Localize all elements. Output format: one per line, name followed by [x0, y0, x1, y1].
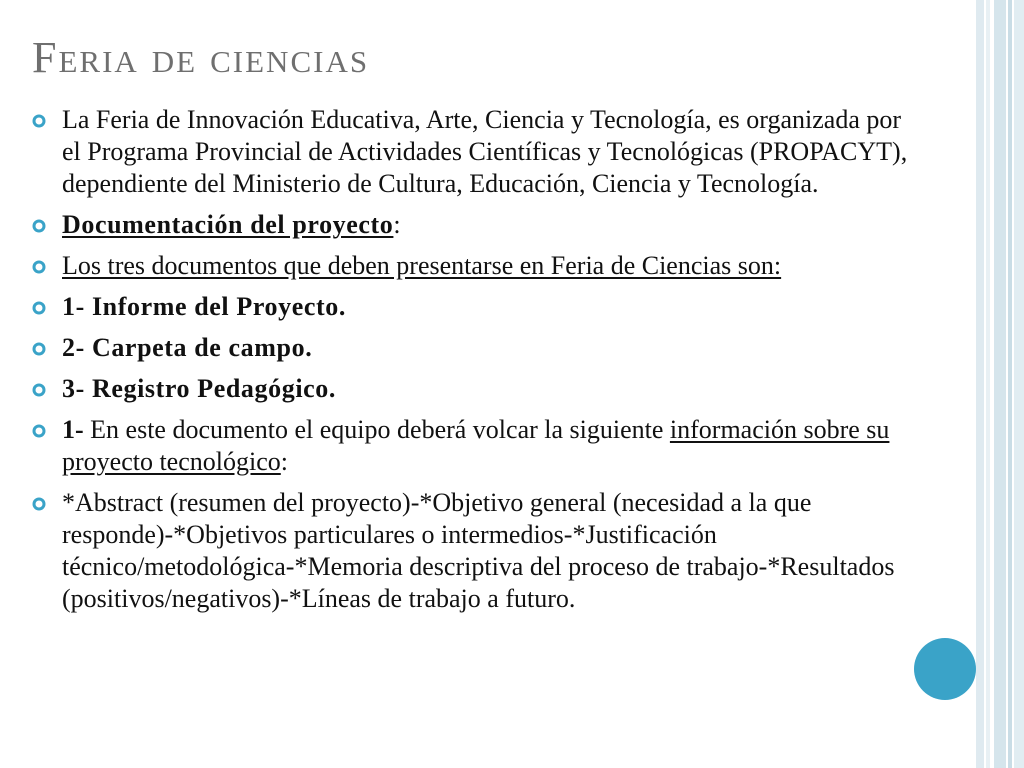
document-item: 2- Carpeta de campo.: [62, 333, 313, 362]
document-item: 3- Registro Pedagógico.: [62, 374, 336, 403]
ring-bullet-icon: [32, 424, 46, 438]
ring-bullet-icon: [32, 497, 46, 511]
ring-bullet-icon: [32, 219, 46, 233]
decorative-stripe: [976, 0, 984, 768]
list-item: [30, 104, 910, 200]
ring-bullet-icon: [32, 342, 46, 356]
list-item: [30, 250, 910, 282]
ring-bullet-icon: [32, 260, 46, 274]
decorative-stripe: [1008, 0, 1012, 768]
decorative-stripe: [994, 0, 1006, 768]
section-heading: Documentación del proyecto: [62, 210, 394, 239]
list-item: [30, 209, 910, 241]
paragraph-text: *Abstract (resumen del proyecto)-*Objetivo general (necesidad a la que responde)-*Objetivos particulares o intermedios-*Justificación técnico/metodológica-*Memoria descriptiva del proceso de trabajo-*Resultados (positivos/negativos)-*Líneas de trabajo a futuro.: [62, 488, 895, 613]
ring-bullet-icon: [32, 301, 46, 315]
underlined-phrase: información sobre su proyecto tecnológico: [62, 415, 890, 476]
slide-title: Feria de ciencias: [32, 33, 370, 82]
decorative-stripe: [1014, 0, 1024, 768]
phrase-suffix: :: [280, 447, 288, 476]
list-item: [30, 373, 910, 405]
list-item: [30, 332, 910, 364]
bullet-list: [30, 104, 910, 624]
paragraph-text: La Feria de Innovación Educativa, Arte, Ciencia y Tecnología, es organizada por el Programa Provincial de Actividades Científicas y Tecnológicas (PROPACYT), dependiente del Ministerio de Cultura, Educación, Ciencia y Tecnología.: [62, 105, 908, 198]
list-item: [30, 414, 910, 478]
decorative-stripe: [986, 0, 990, 768]
list-item: [30, 291, 910, 323]
ring-bullet-icon: [32, 114, 46, 128]
documents-intro: Los tres documentos que deben presentarse en Feria de Ciencias son:: [62, 251, 782, 280]
ring-bullet-icon: [32, 383, 46, 397]
paragraph-text: En este documento el equipo deberá volcar la siguiente: [83, 415, 670, 444]
item-number: 1-: [62, 415, 84, 444]
heading-suffix: :: [393, 210, 401, 239]
document-item: 1- Informe del Proyecto.: [62, 292, 346, 321]
list-item: [30, 487, 910, 615]
circle-decoration: [914, 638, 976, 700]
